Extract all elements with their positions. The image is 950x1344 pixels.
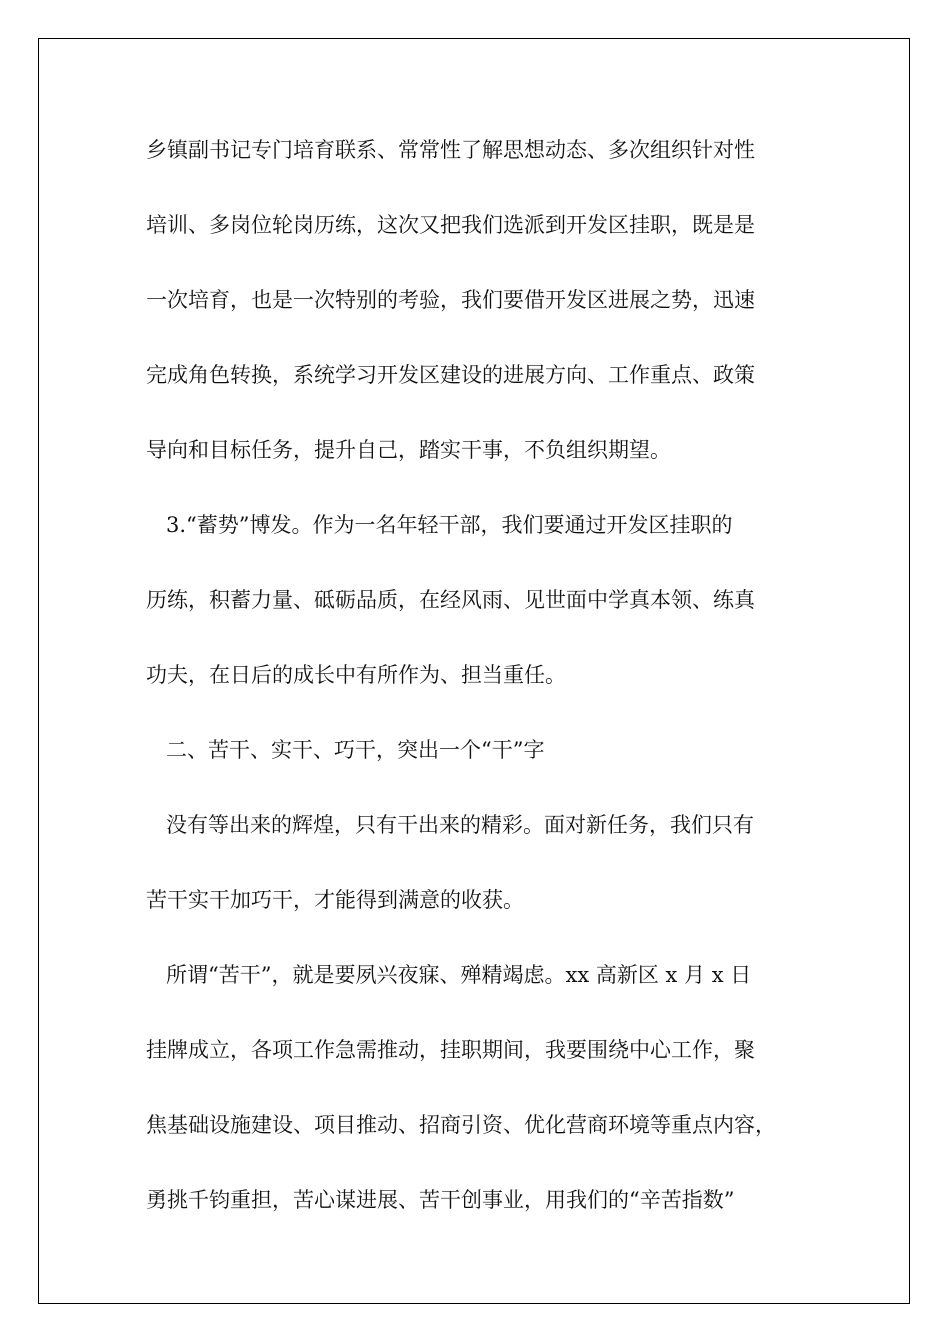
text-line: 培训、多岗位轮岗历练，这次又把我们选派到开发区挂职，既是是 <box>146 213 755 237</box>
text-line: 挂牌成立，各项工作急需推动，挂职期间，我要围绕中心工作，聚 <box>146 1038 755 1062</box>
section-heading: 二、苦干、实干、巧干，突出一个“干”字 <box>166 738 545 762</box>
text-line: 功夫，在日后的成长中有所作为、担当重任。 <box>146 663 566 687</box>
text-line: 乡镇副书记专门培育联系、常常性了解思想动态、多次组织针对性 <box>146 138 755 162</box>
text-line: 没有等出来的辉煌，只有干出来的精彩。面对新任务，我们只有 <box>166 813 754 837</box>
text-line: 历练，积蓄力量、砥砺品质，在经风雨、见世面中学真本领、练真 <box>146 588 755 612</box>
text-line: 焦基础设施建设、项目推动、招商引资、优化营商环境等重点内容， <box>146 1113 776 1137</box>
text-line: 勇挑千钧重担，苦心谋进展、苦干创事业，用我们的“辛苦指数” <box>146 1188 735 1212</box>
text-line: 一次培育，也是一次特别的考验，我们要借开发区进展之势，迅速 <box>146 288 755 312</box>
paragraph-heading: 3.“蓄势”博发。作为一名年轻干部，我们要通过开发区挂职的 <box>166 513 733 537</box>
text-line: 苦干实干加巧干，才能得到满意的收获。 <box>146 888 524 912</box>
text-line: 完成角色转换，系统学习开发区建设的进展方向、工作重点、政策 <box>146 363 755 387</box>
text-line: 所谓“苦干”，就是要夙兴夜寐、殚精竭虑。xx 高新区 x 月 x 日 <box>166 963 752 987</box>
text-line: 导向和目标任务，提升自己，踏实干事，不负组织期望。 <box>146 438 671 462</box>
